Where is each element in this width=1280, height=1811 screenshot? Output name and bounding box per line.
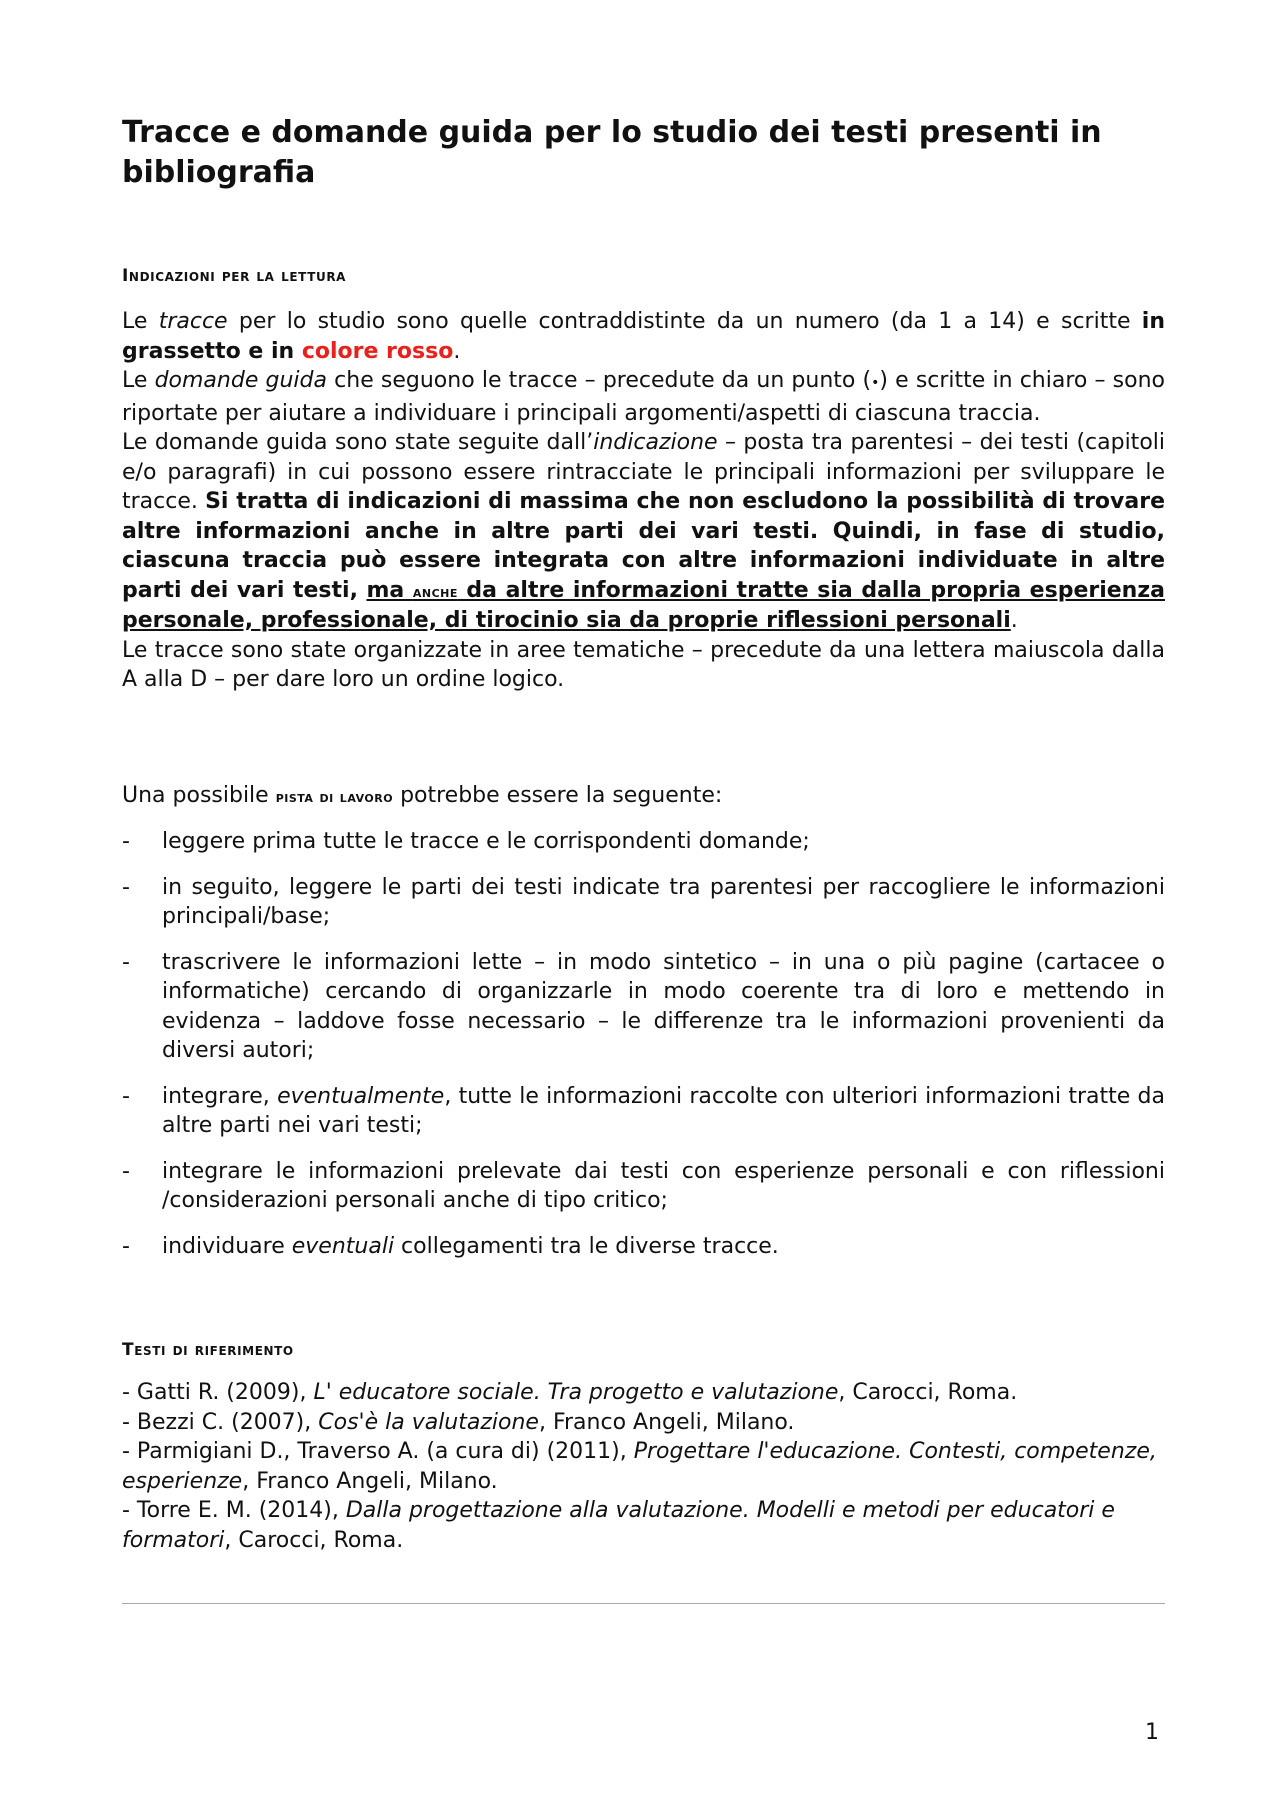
dash-bullet: - [122,874,130,900]
reference-item [122,1408,1165,1438]
bullet-dot-icon: • [871,375,880,391]
text-run: per lo studio sono quelle contraddistinte da un numero (da 1 a 14) e scritte [227,309,1142,334]
text-run-italic: eventualmente [277,1083,445,1109]
text-run: . [453,338,461,364]
small-caps-run: anche [412,581,458,601]
paragraph-aree-tematiche: Le tracce sono state organizzate in aree tematiche – precedute da una lettera maiuscola dalla A alla D – per dare loro un ordine logico. [122,637,1165,692]
list-item [122,948,1165,1066]
page-number: 1 [1145,1720,1159,1745]
text-run: Le [122,368,155,393]
text-run-bold: Si tratta di indicazioni di massima che non escludono la possibilità di trovare altre informazioni anche in altre parti dei vari testi. Quindi, in fase di studio, ciascuna traccia può essere integrata con altre informazioni individuate in altre parti dei vari testi, [122,489,1165,603]
dash-bullet: - [122,949,130,975]
footer-divider [122,1603,1165,1604]
list-item-text: leggere prima tutte le tracce e le corrispondenti domande; [162,829,810,854]
text-run: - Gatti R. (2009), [122,1380,314,1405]
reference-item [122,1496,1165,1555]
paragraph-tracce [122,307,1165,366]
text-run: , tutte le informazioni raccolte con ulteriori informazioni tratte da altre parti nei vari testi; [162,1083,1165,1138]
red-text-run: colore rosso [301,338,454,364]
dash-bullet: - [122,1083,130,1109]
text-run: integrare, [162,1083,278,1109]
text-run-italic: indicazione [593,430,718,455]
book-title: Progettare l'educazione. Contesti, competenze, esperienze [122,1439,1157,1494]
list-item-text: integrare le informazioni prelevate dai testi con esperienze personali e con riflessioni /considerazioni personali anche di tipo critico; [162,1158,1165,1213]
text-run: da altre informazioni tratte sia dalla propria esperienza personale, professionale, di tirocinio sia da proprie riflessioni personali [122,577,1165,633]
text-run: , Franco Angeli, Milano. [242,1468,498,1494]
text-run: che seguono le tracce – precedute da un punto ( [327,368,872,393]
text-run: - Parmigiani D., Traverso A. (a cura di) (2011), [122,1439,634,1464]
book-title: L' educatore sociale. Tra progetto e valutazione [313,1380,839,1405]
text-run: . [1010,608,1018,633]
list-item-text: in seguito, leggere le parti dei testi indicate tra parentesi per raccogliere le informazioni principali/base; [162,874,1165,929]
text-run-bold: in grassetto e in [122,309,1165,364]
page-title: Tracce e domande guida per lo studio dei testi presenti in bibliografia [122,115,1102,190]
list-item [122,1232,1165,1262]
pista-di-lavoro-intro [122,781,1165,812]
book-title: Cos'è la valutazione [318,1409,539,1435]
list-item [122,1157,1165,1216]
small-caps-run: pista di lavoro [275,787,394,806]
text-run: individuare [162,1233,292,1259]
text-run-italic: tracce [158,309,228,334]
paragraph-domande-guida [122,366,1165,428]
text-run-italic: eventuali [291,1233,395,1259]
reading-instructions [122,307,1165,695]
list-item [122,1082,1165,1141]
paragraph-indicazione [122,428,1165,636]
text-run: - Bezzi C. (2007), [122,1409,319,1435]
text-run: , Carocci, Roma. [838,1380,1018,1405]
dash-bullet: - [122,1233,130,1259]
text-run: , Franco Angeli, Milano. [538,1409,795,1435]
reference-item [122,1378,1165,1408]
list-item [122,873,1165,932]
text-run: , Carocci, Roma. [224,1527,404,1553]
text-run: Le [122,309,159,334]
list-item-text: trascrivere le informazioni lette – in modo sintetico – in una o più pagine (cartacee o informatiche) cercando di organizzarle in modo coerente tra di loro e mettendo in evidenza – laddove fosse necessario – le differenze tra le informazioni provenienti da diversi autori; [162,949,1165,1063]
reference-item [122,1437,1165,1496]
section-heading-references: Testi di riferimento [122,1340,294,1360]
text-run: - Torre E. M. (2014), [122,1498,346,1523]
text-run: ma [366,577,413,603]
text-run-italic: domande guida [154,368,327,393]
text-run: collegamenti tra le diverse tracce. [394,1233,779,1259]
text-run: potrebbe essere la seguente: [393,783,723,808]
text-run: – posta tra parentesi – dei testi (capitoli e/o paragrafi) in cui possono essere rintracciate le principali informazioni per sviluppare le tracce. [122,430,1165,514]
work-steps-list [122,827,1165,1277]
dash-bullet: - [122,829,130,854]
text-run: ) e scritte in chiaro – sono riportate per aiutare a individuare i principali argomenti/aspetti di ciascuna traccia. [122,368,1165,426]
list-item [122,827,1165,857]
dash-bullet: - [122,1158,130,1184]
book-title: Dalla progettazione alla valutazione. Modelli e metodi per educatori e formatori [122,1498,1115,1553]
section-heading-reading: Indicazioni per la lettura [122,266,347,286]
text-run: Le domande guida sono state seguite dall’ [122,430,594,455]
references-list [122,1378,1165,1555]
text-run: Una possibile [122,783,276,808]
